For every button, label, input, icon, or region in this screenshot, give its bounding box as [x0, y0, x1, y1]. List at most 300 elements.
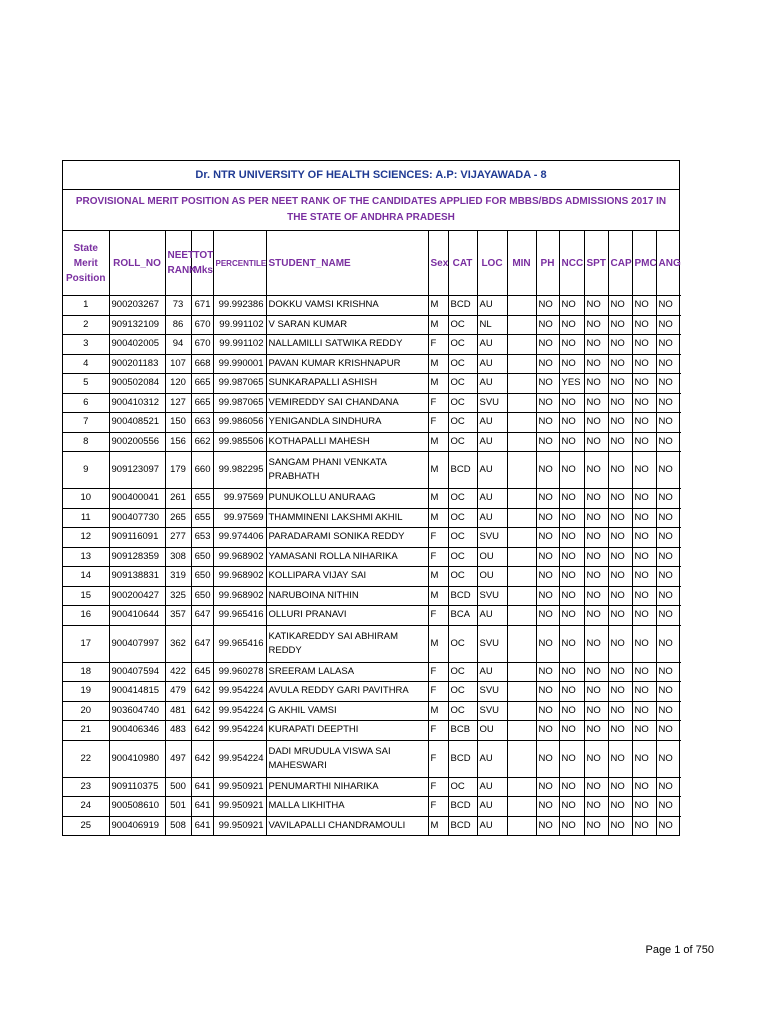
cell-ang: NO	[656, 413, 681, 433]
cell-position: 14	[63, 567, 109, 587]
cell-student-name: THAMMINENI LAKSHMI AKHIL	[266, 508, 428, 528]
col-header-percentile: PERCENTILE	[213, 231, 266, 296]
cell-minority	[507, 567, 536, 587]
table-row	[63, 816, 681, 835]
cell-pmc: NO	[632, 489, 656, 509]
col-header-neet-rank: NEET RANK	[165, 231, 191, 296]
cell-category: OC	[448, 547, 477, 567]
cell-cap: NO	[608, 547, 632, 567]
cell-spt: NO	[584, 315, 608, 335]
cell-percentile: 99.960278	[213, 662, 266, 682]
cell-cap: NO	[608, 777, 632, 797]
table-row	[63, 315, 681, 335]
cell-ang: NO	[656, 662, 681, 682]
cell-student-name: AVULA REDDY GARI PAVITHRA	[266, 682, 428, 702]
col-header-ncc: NCC	[559, 231, 584, 296]
cell-minority	[507, 489, 536, 509]
table-row	[63, 489, 681, 509]
cell-roll-no: 909123097	[109, 452, 165, 489]
cell-pmc: NO	[632, 721, 656, 741]
cell-spt: NO	[584, 413, 608, 433]
cell-position: 4	[63, 354, 109, 374]
cell-ph: NO	[536, 489, 559, 509]
cell-percentile: 99.954224	[213, 682, 266, 702]
cell-ph: NO	[536, 625, 559, 662]
cell-pmc: NO	[632, 682, 656, 702]
cell-position: 25	[63, 816, 109, 835]
cell-cap: NO	[608, 682, 632, 702]
cell-roll-no: 900408521	[109, 413, 165, 433]
cell-position: 12	[63, 528, 109, 548]
cell-pmc: NO	[632, 432, 656, 452]
cell-ph: NO	[536, 797, 559, 817]
cell-ang: NO	[656, 335, 681, 355]
cell-category: OC	[448, 374, 477, 394]
cell-cap: NO	[608, 296, 632, 316]
cell-neet-rank: 362	[165, 625, 191, 662]
cell-student-name: SREERAM LALASA	[266, 662, 428, 682]
cell-ph: NO	[536, 586, 559, 606]
col-header-ph: PH	[536, 231, 559, 296]
table-row	[63, 432, 681, 452]
cell-ncc: NO	[559, 740, 584, 777]
cell-pmc: NO	[632, 777, 656, 797]
cell-neet-rank: 73	[165, 296, 191, 316]
cell-position: 2	[63, 315, 109, 335]
cell-cap: NO	[608, 701, 632, 721]
cell-position: 21	[63, 721, 109, 741]
cell-pmc: NO	[632, 797, 656, 817]
cell-roll-no: 900414815	[109, 682, 165, 702]
cell-student-name: G AKHIL VAMSI	[266, 701, 428, 721]
cell-pmc: NO	[632, 606, 656, 626]
cell-cap: NO	[608, 354, 632, 374]
cell-category: BCD	[448, 452, 477, 489]
col-header-sex: Sex	[428, 231, 448, 296]
cell-category: OC	[448, 413, 477, 433]
cell-roll-no: 900410980	[109, 740, 165, 777]
col-header-location: LOC	[477, 231, 507, 296]
cell-ang: NO	[656, 777, 681, 797]
cell-sex: M	[428, 315, 448, 335]
cell-neet-rank: 308	[165, 547, 191, 567]
cell-position: 16	[63, 606, 109, 626]
col-header-minority: MIN	[507, 231, 536, 296]
cell-sex: M	[428, 567, 448, 587]
cell-minority	[507, 777, 536, 797]
cell-ang: NO	[656, 393, 681, 413]
cell-cap: NO	[608, 528, 632, 548]
table-row	[63, 777, 681, 797]
cell-sex: M	[428, 625, 448, 662]
cell-neet-rank: 479	[165, 682, 191, 702]
cell-ph: NO	[536, 777, 559, 797]
cell-student-name: KOTHAPALLI MAHESH	[266, 432, 428, 452]
cell-ncc: NO	[559, 682, 584, 702]
cell-ang: NO	[656, 740, 681, 777]
cell-ncc: NO	[559, 393, 584, 413]
cell-ncc: NO	[559, 547, 584, 567]
cell-sex: F	[428, 740, 448, 777]
cell-roll-no: 909110375	[109, 777, 165, 797]
cell-percentile: 99.991102	[213, 335, 266, 355]
cell-minority	[507, 335, 536, 355]
cell-minority	[507, 296, 536, 316]
cell-ncc: NO	[559, 797, 584, 817]
cell-cap: NO	[608, 374, 632, 394]
cell-roll-no: 900407594	[109, 662, 165, 682]
cell-total-marks: 660	[191, 452, 213, 489]
cell-pmc: NO	[632, 662, 656, 682]
cell-sex: F	[428, 335, 448, 355]
cell-position: 1	[63, 296, 109, 316]
cell-neet-rank: 156	[165, 432, 191, 452]
cell-position: 20	[63, 701, 109, 721]
cell-ph: NO	[536, 315, 559, 335]
cell-total-marks: 665	[191, 374, 213, 394]
cell-pmc: NO	[632, 547, 656, 567]
cell-neet-rank: 483	[165, 721, 191, 741]
cell-ncc: NO	[559, 489, 584, 509]
cell-location: SVU	[477, 586, 507, 606]
cell-position: 13	[63, 547, 109, 567]
cell-category: BCD	[448, 296, 477, 316]
merit-table	[63, 231, 681, 835]
cell-roll-no: 900402005	[109, 335, 165, 355]
cell-category: BCA	[448, 606, 477, 626]
cell-pmc: NO	[632, 586, 656, 606]
cell-roll-no: 909138831	[109, 567, 165, 587]
cell-cap: NO	[608, 315, 632, 335]
table-row	[63, 547, 681, 567]
cell-total-marks: 668	[191, 354, 213, 374]
cell-location: AU	[477, 740, 507, 777]
cell-spt: NO	[584, 662, 608, 682]
cell-sex: F	[428, 547, 448, 567]
cell-cap: NO	[608, 508, 632, 528]
cell-category: BCB	[448, 721, 477, 741]
cell-spt: NO	[584, 777, 608, 797]
cell-ncc: NO	[559, 452, 584, 489]
merit-list-sheet	[62, 160, 680, 836]
cell-student-name: VAVILAPALLI CHANDRAMOULI	[266, 816, 428, 835]
col-header-spt: SPT	[584, 231, 608, 296]
cell-total-marks: 663	[191, 413, 213, 433]
merit-list-subtitle: PROVISIONAL MERIT POSITION AS PER NEET RANK OF THE CANDIDATES APPLIED FOR MBBS/BDS ADMISSIONS 2017 IN THE STATE OF ANDHRA PRADESH	[63, 190, 679, 231]
cell-cap: NO	[608, 797, 632, 817]
cell-ang: NO	[656, 452, 681, 489]
cell-neet-rank: 107	[165, 354, 191, 374]
cell-neet-rank: 127	[165, 393, 191, 413]
cell-location: SVU	[477, 393, 507, 413]
cell-category: BCD	[448, 797, 477, 817]
cell-minority	[507, 547, 536, 567]
cell-sex: M	[428, 489, 448, 509]
cell-sex: F	[428, 797, 448, 817]
cell-ph: NO	[536, 452, 559, 489]
cell-percentile: 99.950921	[213, 777, 266, 797]
cell-category: OC	[448, 682, 477, 702]
cell-sex: F	[428, 662, 448, 682]
cell-student-name: NARUBOINA NITHIN	[266, 586, 428, 606]
cell-minority	[507, 432, 536, 452]
cell-location: AU	[477, 489, 507, 509]
cell-roll-no: 900508610	[109, 797, 165, 817]
cell-total-marks: 665	[191, 393, 213, 413]
cell-roll-no: 900410312	[109, 393, 165, 413]
cell-spt: NO	[584, 701, 608, 721]
cell-spt: NO	[584, 528, 608, 548]
cell-percentile: 99.982295	[213, 452, 266, 489]
cell-category: OC	[448, 662, 477, 682]
col-header-cap: CAP	[608, 231, 632, 296]
cell-minority	[507, 452, 536, 489]
cell-ncc: NO	[559, 432, 584, 452]
cell-category: OC	[448, 701, 477, 721]
cell-minority	[507, 354, 536, 374]
cell-ang: NO	[656, 508, 681, 528]
cell-percentile: 99.968902	[213, 567, 266, 587]
cell-spt: NO	[584, 567, 608, 587]
cell-ncc: NO	[559, 625, 584, 662]
cell-percentile: 99.968902	[213, 547, 266, 567]
cell-pmc: NO	[632, 452, 656, 489]
cell-location: AU	[477, 452, 507, 489]
cell-ang: NO	[656, 432, 681, 452]
cell-student-name: V SARAN KUMAR	[266, 315, 428, 335]
cell-neet-rank: 325	[165, 586, 191, 606]
cell-neet-rank: 508	[165, 816, 191, 835]
table-row	[63, 721, 681, 741]
cell-ang: NO	[656, 489, 681, 509]
cell-ncc: NO	[559, 701, 584, 721]
cell-ph: NO	[536, 662, 559, 682]
cell-ncc: YES	[559, 374, 584, 394]
cell-percentile: 99.987065	[213, 374, 266, 394]
cell-position: 15	[63, 586, 109, 606]
cell-percentile: 99.991102	[213, 315, 266, 335]
cell-minority	[507, 586, 536, 606]
table-row	[63, 374, 681, 394]
cell-location: OU	[477, 547, 507, 567]
cell-neet-rank: 497	[165, 740, 191, 777]
cell-total-marks: 650	[191, 586, 213, 606]
cell-percentile: 99.992386	[213, 296, 266, 316]
cell-student-name: OLLURI PRANAVI	[266, 606, 428, 626]
cell-ncc: NO	[559, 335, 584, 355]
cell-pmc: NO	[632, 335, 656, 355]
col-header-ang: ANG	[656, 231, 681, 296]
cell-cap: NO	[608, 432, 632, 452]
cell-neet-rank: 179	[165, 452, 191, 489]
cell-student-name: YAMASANI ROLLA NIHARIKA	[266, 547, 428, 567]
cell-category: OC	[448, 777, 477, 797]
cell-neet-rank: 261	[165, 489, 191, 509]
cell-ang: NO	[656, 797, 681, 817]
cell-sex: M	[428, 586, 448, 606]
cell-location: OU	[477, 567, 507, 587]
cell-roll-no: 900406919	[109, 816, 165, 835]
cell-sex: M	[428, 816, 448, 835]
cell-neet-rank: 277	[165, 528, 191, 548]
cell-percentile: 99.97569	[213, 508, 266, 528]
cell-position: 5	[63, 374, 109, 394]
table-body	[63, 296, 681, 836]
cell-ph: NO	[536, 721, 559, 741]
cell-category: OC	[448, 315, 477, 335]
cell-cap: NO	[608, 740, 632, 777]
cell-location: OU	[477, 721, 507, 741]
cell-ph: NO	[536, 528, 559, 548]
cell-category: OC	[448, 393, 477, 413]
cell-ph: NO	[536, 413, 559, 433]
cell-percentile: 99.985506	[213, 432, 266, 452]
cell-ang: NO	[656, 816, 681, 835]
table-row	[63, 701, 681, 721]
cell-location: AU	[477, 413, 507, 433]
cell-pmc: NO	[632, 354, 656, 374]
col-header-position: State Merit Position	[63, 231, 109, 296]
cell-spt: NO	[584, 452, 608, 489]
cell-ang: NO	[656, 354, 681, 374]
cell-cap: NO	[608, 625, 632, 662]
cell-percentile: 99.97569	[213, 489, 266, 509]
cell-ncc: NO	[559, 721, 584, 741]
cell-position: 3	[63, 335, 109, 355]
cell-student-name: VEMIREDDY SAI CHANDANA	[266, 393, 428, 413]
cell-minority	[507, 797, 536, 817]
cell-location: AU	[477, 374, 507, 394]
cell-total-marks: 662	[191, 432, 213, 452]
cell-percentile: 99.968902	[213, 586, 266, 606]
cell-spt: NO	[584, 393, 608, 413]
cell-roll-no: 909128359	[109, 547, 165, 567]
cell-location: AU	[477, 606, 507, 626]
cell-location: AU	[477, 816, 507, 835]
cell-position: 11	[63, 508, 109, 528]
cell-pmc: NO	[632, 374, 656, 394]
cell-position: 7	[63, 413, 109, 433]
cell-neet-rank: 265	[165, 508, 191, 528]
cell-total-marks: 641	[191, 777, 213, 797]
cell-percentile: 99.954224	[213, 740, 266, 777]
cell-ncc: NO	[559, 816, 584, 835]
cell-minority	[507, 393, 536, 413]
cell-spt: NO	[584, 354, 608, 374]
table-row	[63, 586, 681, 606]
cell-ph: NO	[536, 816, 559, 835]
cell-neet-rank: 422	[165, 662, 191, 682]
cell-sex: F	[428, 393, 448, 413]
cell-ang: NO	[656, 625, 681, 662]
cell-neet-rank: 501	[165, 797, 191, 817]
cell-ph: NO	[536, 508, 559, 528]
cell-ph: NO	[536, 701, 559, 721]
cell-location: AU	[477, 777, 507, 797]
cell-category: OC	[448, 528, 477, 548]
cell-student-name: YENIGANDLA SINDHURA	[266, 413, 428, 433]
cell-spt: NO	[584, 489, 608, 509]
cell-spt: NO	[584, 740, 608, 777]
table-row	[63, 682, 681, 702]
table-row	[63, 606, 681, 626]
cell-minority	[507, 413, 536, 433]
cell-pmc: NO	[632, 701, 656, 721]
cell-percentile: 99.986056	[213, 413, 266, 433]
cell-sex: M	[428, 354, 448, 374]
cell-roll-no: 900201183	[109, 354, 165, 374]
cell-student-name: DOKKU VAMSI KRISHNA	[266, 296, 428, 316]
cell-student-name: PENUMARTHI NIHARIKA	[266, 777, 428, 797]
table-row	[63, 393, 681, 413]
cell-spt: NO	[584, 508, 608, 528]
cell-pmc: NO	[632, 296, 656, 316]
cell-student-name: PUNUKOLLU ANURAAG	[266, 489, 428, 509]
cell-ph: NO	[536, 547, 559, 567]
cell-spt: NO	[584, 374, 608, 394]
cell-roll-no: 900400041	[109, 489, 165, 509]
cell-ncc: NO	[559, 413, 584, 433]
cell-total-marks: 647	[191, 625, 213, 662]
page-number: Page 1 of 750	[645, 944, 714, 956]
cell-spt: NO	[584, 721, 608, 741]
cell-location: AU	[477, 432, 507, 452]
cell-total-marks: 647	[191, 606, 213, 626]
cell-ncc: NO	[559, 777, 584, 797]
cell-minority	[507, 528, 536, 548]
cell-pmc: NO	[632, 816, 656, 835]
cell-location: AU	[477, 296, 507, 316]
cell-location: AU	[477, 354, 507, 374]
cell-cap: NO	[608, 489, 632, 509]
cell-neet-rank: 319	[165, 567, 191, 587]
cell-student-name: KURAPATI DEEPTHI	[266, 721, 428, 741]
cell-sex: M	[428, 508, 448, 528]
cell-percentile: 99.974406	[213, 528, 266, 548]
table-row	[63, 508, 681, 528]
cell-cap: NO	[608, 413, 632, 433]
cell-total-marks: 670	[191, 315, 213, 335]
cell-ph: NO	[536, 296, 559, 316]
cell-sex: M	[428, 701, 448, 721]
cell-student-name: SUNKARAPALLI ASHISH	[266, 374, 428, 394]
cell-cap: NO	[608, 586, 632, 606]
cell-percentile: 99.954224	[213, 721, 266, 741]
col-header-student-name: STUDENT_NAME	[266, 231, 428, 296]
cell-percentile: 99.954224	[213, 701, 266, 721]
cell-roll-no: 900406346	[109, 721, 165, 741]
cell-sex: M	[428, 432, 448, 452]
cell-minority	[507, 374, 536, 394]
cell-total-marks: 655	[191, 489, 213, 509]
cell-ang: NO	[656, 606, 681, 626]
cell-roll-no: 900407997	[109, 625, 165, 662]
table-row	[63, 797, 681, 817]
cell-neet-rank: 94	[165, 335, 191, 355]
cell-ang: NO	[656, 701, 681, 721]
cell-cap: NO	[608, 721, 632, 741]
cell-neet-rank: 120	[165, 374, 191, 394]
cell-ang: NO	[656, 586, 681, 606]
cell-total-marks: 642	[191, 721, 213, 741]
cell-ncc: NO	[559, 662, 584, 682]
cell-position: 10	[63, 489, 109, 509]
table-row	[63, 625, 681, 662]
cell-total-marks: 642	[191, 682, 213, 702]
cell-total-marks: 645	[191, 662, 213, 682]
cell-percentile: 99.987065	[213, 393, 266, 413]
cell-total-marks: 671	[191, 296, 213, 316]
